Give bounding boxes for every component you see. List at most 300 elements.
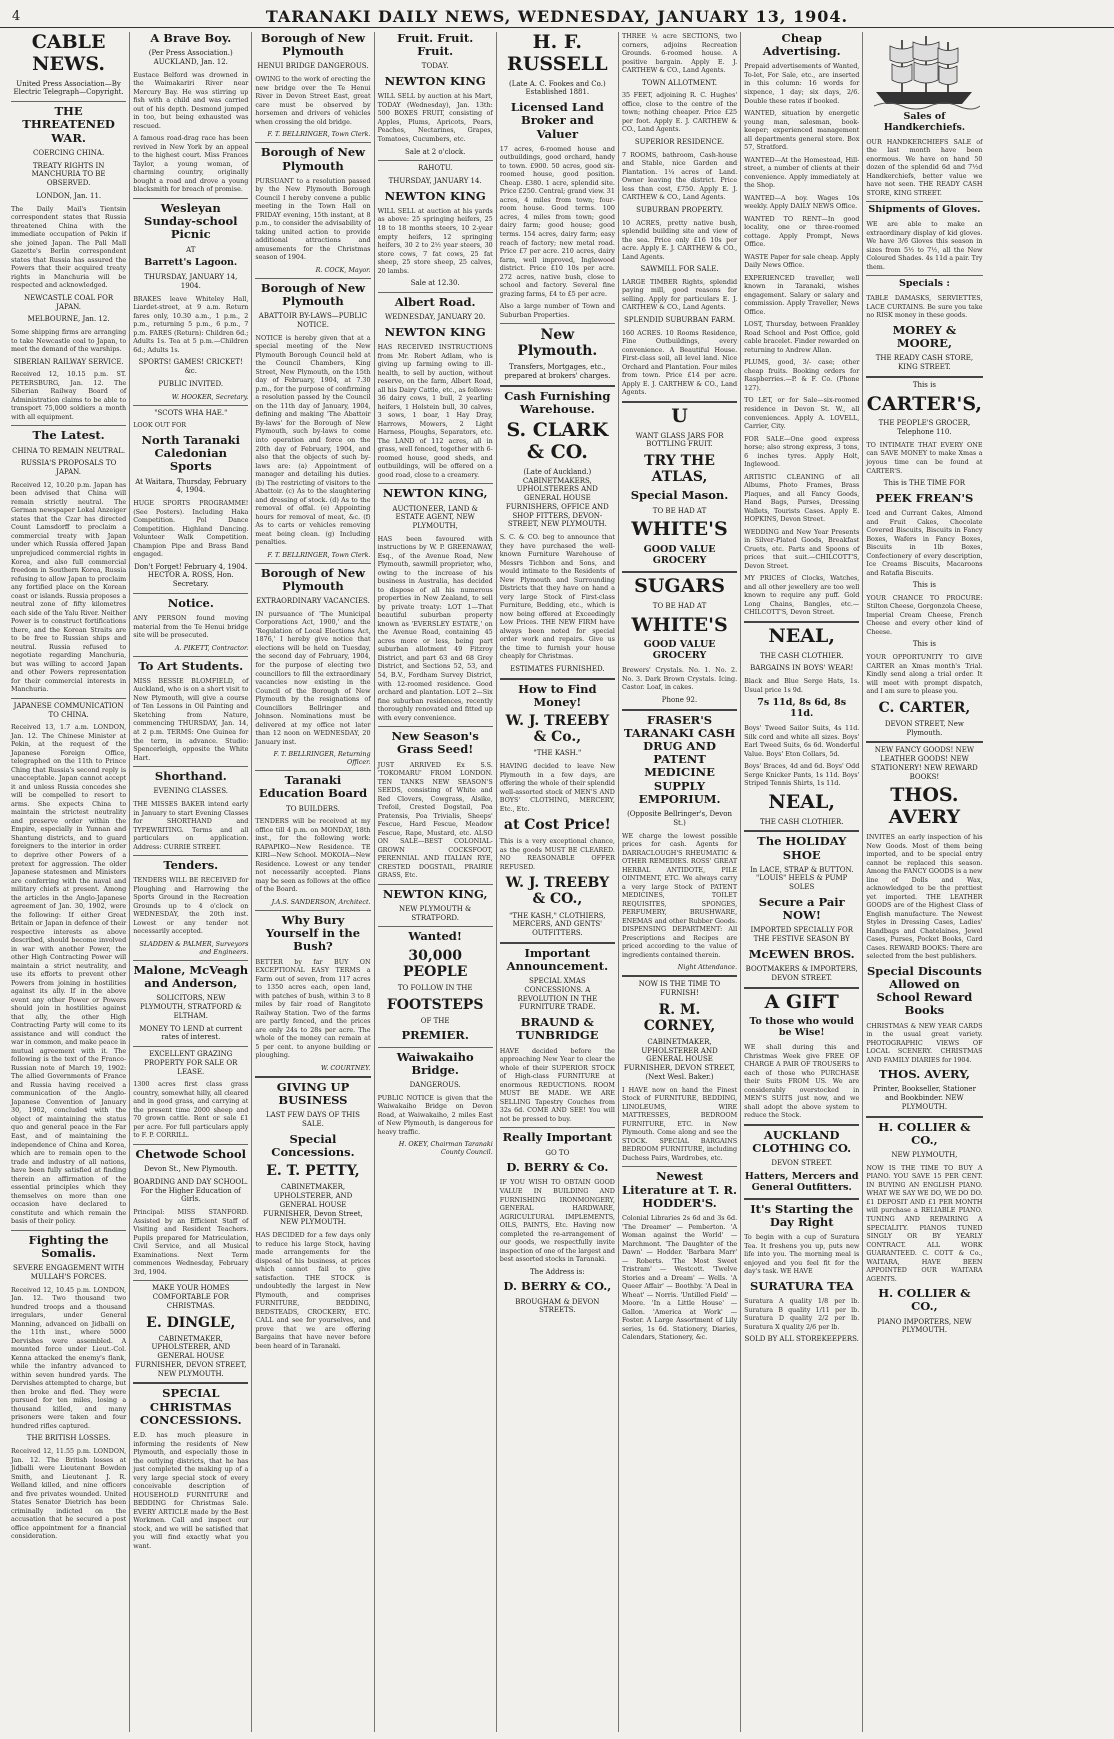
- column-divider: [378, 726, 493, 727]
- petty-heading: E. T. PETTY,: [266, 1163, 360, 1180]
- signature-line: W. COURTNEY.: [320, 1063, 371, 1072]
- ad-subheading: Sale at 2 o'clock.: [404, 147, 466, 156]
- ad-body-text: WILL SELL at auction at his yards as above: 25 springing heifers, 25 18 to 18 months steers, 10 2-year empty heifers, 12 springing heifers, 30 2 to 2½ year steers, 30 store cows, 7 fat cows, 25 fat sheep, 25 store sheep, 25 calves, 20 lambs.: [377, 206, 493, 275]
- ad-heading: GOOD VALUE GROCERY: [643, 544, 716, 567]
- ad-subheading: IMPORTED SPECIALLY FOR THE FESTIVE SEASON BY: [750, 926, 853, 944]
- signature-line: F. T. BELLRINGER, Returning Officer.: [273, 750, 371, 767]
- ad-body-text: Colonial Libraries 2s 6d and 3s 6d. 'The Dreamer' — Pemberton. 'A Woman against the World' — Marchmont. 'The Daughter of the Dawn' — Hodder. 'Barbara Marr' — Roberts. 'The Most Sweet Tristram' — Westcott. 'Twelve Stories and a Dream' — Wells. 'A Queer Affair' — Boothby. 'A Deal in Wheat' — Norris. 'Untilled Field' — Moore. 'In a Little House' — Gallon. 'America at Work' — Foster. A Large Assortment of Lily series, 1s 6d. Stationery, Diaries, Calendars, Stationery, &c.: [621, 1214, 738, 1342]
- ad-subheading: BOARDING AND DAY SCHOOL. For the Higher Education of Girls.: [133, 1177, 249, 1204]
- ad-body-text: JUST ARRIVED Ex S.S. 'TOKOMARU' FROM LONDON. TEN TANKS NEW SEASON'S SEEDS, consisting of White and Red Clovers, Cowgrass, Alsike, Trefoil, Crested Dogstail, Poa Pratensis, Poa Trivialis, Sheeps' Fescue, Hard Fescue, Meadow Fescue, Rape, Mustard, etc. ALSO ON SALE—BEST COLONIAL-GROWN COCKSFOOT, PERENNIAL AND ITALIAN RYE, CRESTED DOGSTAIL, PRAIRIE GRASS, Etc.: [377, 760, 493, 880]
- newspaper-title: TARANAKI DAILY NEWS, WEDNESDAY, JANUARY 13, 1904.: [265, 7, 849, 26]
- ad-subheading: THE READY CASH STORE, KING STREET.: [875, 354, 974, 372]
- ad-subheading: In LACE, STRAP & BUTTON. "LOUIS" HEELS & PUMP SOLES: [749, 865, 854, 892]
- ad-subheading: "SCOTS WHA HAE.": [154, 408, 228, 417]
- ad-subheading: Sale at 12.30.: [410, 279, 460, 288]
- ad-body-text: YOUR CHANCE TO PROCURE: Stilton Cheese, Gorgonzola Cheese, Imperial Cream Cheese, French Cheese and every other kind of Cheese.: [866, 593, 983, 636]
- signature-line: A. PIKETT, Contractor.: [175, 643, 249, 652]
- ad-body-text: Suratura A quality 1/8 per lb. Suratura B quality 1/11 per lb. Suratura D quality 2/2 per lb. Suratura X quality 2/6 per lb.: [744, 1297, 860, 1331]
- ad-body-text: OWING to the work of erecting the new bridge over the Te Henui River in Devon Street East, great care must be observed by horsemen and drivers of vehicles when crossing the old bridge.: [255, 75, 371, 126]
- ad-subheading: THE PEOPLE'S GROCER, Telephone 110.: [878, 419, 971, 437]
- ad-subheading: SPLENDID SUBURBAN FARM.: [623, 315, 736, 324]
- column-divider: [11, 425, 126, 426]
- column-5: [497, 32, 619, 1732]
- ad-subheading: PUBLIC INVITED.: [158, 379, 224, 388]
- ad-body-text: Boys' Braces, 4d and 6d. Boys' Odd Serge Knicker Pants, 1s 11d. Boys' Striped Tennis Shirts, 1s 11d.: [744, 762, 860, 788]
- column-divider: [133, 1046, 248, 1047]
- morey-moore-heading: MOREY & MOORE,: [892, 322, 957, 351]
- ad-subheading: At Waitara, Thursday, February 4, 1904.: [135, 477, 247, 495]
- ad-subheading: MONEY TO LEND at current rates of interest.: [139, 1024, 243, 1042]
- ad-subheading: SOLD BY ALL STOREKEEPERS.: [744, 1335, 859, 1344]
- carters-heading-1: CARTER'S,: [866, 392, 983, 415]
- art-students-heading: To Art Students.: [138, 658, 244, 673]
- ad-body-text: WANTED—At the Homestead, Hill-street, a number of clients at their convenience. Apply immediately at the Shop.: [744, 155, 860, 190]
- signature-line: F. T. BELLRINGER, Town Clerk.: [267, 130, 371, 139]
- ad-body-text: The Daily Mail's Tientsin correspondent states that Russia threatened China with the immediate occupation of Pekin if she joined Japan. The Pall Mall Gazette's Berlin correspondent states that Russia has assured the Powers that their acquired treaty rights in Manchuria will be respected and acknowledged.: [11, 204, 127, 290]
- ad-subheading: CHINA TO REMAIN NEUTRAL.: [12, 446, 126, 455]
- column-divider: [744, 1198, 859, 1200]
- atlas-heading: TRY THE ATLAS,: [644, 453, 715, 486]
- wesleyan-picnic-heading: Wesleyan Sunday-school Picnic: [144, 200, 238, 242]
- ad-body-text: 1300 acres first class grass country, somewhat hilly, all cleared and in good grass, and carrying at the present time 2000 sheep and 70 grown cattle. Rent or sale £1 per acre. For full particulars apply to F. P. CORRILL.: [133, 1080, 249, 1140]
- ad-subheading: (Opposite Bellringer's, Devon St.): [627, 810, 732, 827]
- column-divider: [744, 987, 859, 989]
- ad-body-text: S. C. & CO. beg to announce that they have purchased the well-known Furniture Warehouse of Messrs Tichbon and Sons, and would intimate to the Residents of New Plymouth and Surrounding Districts that they have on hand a very large Stock of First-class Furniture, Bedding, etc., which is now being offered at Exceedingly Low Prices. THE NEW FIRM have always been noted for special order work and repairs. Give us the time to furnish your house cheaply for Christmas.: [499, 533, 615, 661]
- ad-body-text: PLUMS, good, 3/- case; other cheap fruits. Booking orders for Raspberries.—P. & F. Co. (Phone 127).: [744, 358, 860, 392]
- ad-body-text: 35 FEET, adjoining R. C. Hughes' office, close to the centre of the town; nothing cheaper. Price £25 per foot. Apply E. J. CARTHEW & CO., Land Agents.: [621, 91, 738, 134]
- ad-heading: NEWTON KING: [384, 324, 486, 339]
- column-divider: [744, 830, 859, 832]
- column-divider: [255, 910, 370, 911]
- ad-body-text: NOTICE is hereby given that at a special meeting of the New Plymouth Borough Council held at the Council Chambers, King Street, New Plymouth, on the 15th day of February, 1904, at 7.30 p.m., for the purpose of confirming a resolution passed by the Council on the 11th day of January, 1904, defining and making 'The Abattoir By-laws' for the Borough of New Plymouth, such by-laws to come into operation and force on the 20th day of February, 1904, and also that the objects of such by-laws are: (a) Appointment of manager and detailing his duties. (b) The restricting of visitors to the Abattoir. (c) As to the slaughtering and dressing of stock. (d) As to the removal of offal. (e) Appointing hours for removal of meat, &c. (f) As to carts or vehicles removing meat being clean. (g) Including penalties.: [255, 333, 371, 547]
- threatened-war-heading: THE THREATENED WAR.: [22, 104, 115, 145]
- albert-road-heading: Albert Road.: [394, 294, 476, 309]
- ad-body-text: Received 12, 10.20 p.m. Japan has been advised that China will remain strictly neutral. The German newspaper Lokal Anzeiger states that the Czar has directed Count Lamsdorff to proclaim a commercial treaty with Japan under which Russia offered Japan unprejudiced commercial rights in Korea, and also full commercial freedom in Southern Korea, Russia refusing to allow Japan to proclaim any fortified place on the Korean coast or islands. Russia proposes a neutral zone of fifty kilometres each side of the Yalu River. Neither Power is to construct fortifications there, and the Korean Straits are to be free to Russian ships and neutral. Russia refused to negotiate regarding Manchuria, but was willing to accord Japan and other Powers representation for their commercial interests in Manchuria.: [11, 480, 127, 694]
- ad-subheading: TODAY.: [421, 62, 449, 71]
- ad-body-text: Boys' Tweed Sailor Suits, 4s 11d. Silk cord and white all sizes. Boys' Earl Tweed Suits, 6s 6d. Wonderful Value. Boys' Eton Collars, 5d.: [744, 724, 860, 758]
- signature-line: H. OKEY, Chairman Taranaki County Council.: [398, 1140, 493, 1157]
- sales-handkerchiefs-heading: Sales of Handkerchiefs.: [883, 111, 966, 133]
- fighting-somalis-heading: Fighting the Somalis.: [28, 1232, 109, 1260]
- masthead: [0, 6, 1114, 28]
- frasers-heading: FRASER'S TARANAKI CASH DRUG AND PATENT MEDICINE SUPPLY EMPORIUM.: [623, 712, 736, 806]
- giving-up-business-heading: GIVING UP BUSINESS: [276, 1079, 350, 1108]
- ad-body-text: I HAVE now on hand the Finest Stock of FURNITURE, BEDDING, LINOLEUMS, WIRE MATTRESSES, BEDROOM FURNITURE, ETC. in New Plymouth. Come along and see the STOCK. SPECIAL BARGAINS BEDROOM FURNITURE, including Duchess Pairs, Wardrobes, etc.: [621, 1085, 738, 1162]
- russell-heading: H. F. RUSSELL: [507, 32, 608, 75]
- fruit-heading: Fruit. Fruit. Fruit.: [397, 32, 474, 59]
- carter-heading-2: C. CARTER,: [878, 699, 971, 716]
- ad-body-text: Some shipping firms are arranging to take Newcastle coal to Japan, to meet the demand of the warships.: [11, 328, 127, 354]
- column-divider: [378, 483, 493, 484]
- neal-heading-2: NEAL,: [768, 790, 835, 813]
- thos-avery-heading-2: THOS. AVERY,: [878, 1067, 970, 1082]
- ad-subheading: GO TO: [545, 1148, 570, 1157]
- ad-heading: Borough of New Plymouth: [260, 565, 366, 593]
- column-6: [619, 32, 741, 1732]
- ad-subheading: This is THE TIME FOR: [883, 479, 965, 488]
- ad-subheading: DEVON STREET, New Plymouth.: [884, 719, 964, 737]
- ad-subheading: PIANO IMPORTERS, NEW PLYMOUTH.: [877, 1317, 972, 1335]
- tenders-heading: Tenders.: [163, 858, 219, 873]
- ad-subheading: THURSDAY, JANUARY 14.: [388, 177, 482, 185]
- ad-subheading: This is: [912, 640, 936, 649]
- column-divider: [500, 678, 615, 680]
- ad-subheading: RAHOTU.: [417, 164, 453, 173]
- ad-body-text: 160 ACRES. 10 Rooms Residence, Fine Outbuildings, every convenience. A Beautiful House. First-class soil, all level land. Nice Orchard and Plantation. Four miles from town. Price £14 per acre. Apply E. J. CARTHEW & CO., Land Agents.: [621, 328, 738, 397]
- ad-subheading: This is: [912, 380, 936, 389]
- ad-subheading: BARGAINS IN BOYS' WEAR!: [750, 664, 854, 673]
- ad-body-text: ARTISTIC CLEANING of all Albums, Photo Frames, Brass Plaques, and all Fancy Goods, Hand Bags, Purses, Dressing Wallets, Tourists Cases. Apply E. HOPKINS, Devon Street.: [744, 472, 860, 524]
- ad-subheading: TO BUILDERS.: [286, 804, 340, 813]
- borough-bridge-heading: Borough of New Plymouth: [260, 32, 366, 59]
- column-divider: [622, 571, 737, 573]
- new-plymouth-heading: New Plymouth.: [517, 327, 598, 360]
- ad-body-text: To begin with a cup of Suratura Tea. It freshens you up, puts new life into you. The morning meal is enjoyed and you feel fit for the day's task. WE HAVE: [744, 1233, 860, 1276]
- ad-subheading: SPECIAL XMAS CONCESSIONS. A REVOLUTION IN THE FURNITURE TRADE.: [517, 977, 598, 1012]
- cheap-advertising-heading: Cheap Advertising.: [762, 32, 841, 59]
- ad-heading: Hatters, Mercers and General Outfitters.: [744, 1171, 859, 1194]
- ad-subheading: THE BRITISH LOSSES.: [26, 1434, 111, 1443]
- neal-heading-1: NEAL,: [768, 624, 835, 647]
- ad-body-text: WEDDING and New Year Presents in Silver-Plated Goods, Breakfast Cruets, etc. Parts and Spoons of prices that suit.—CHILCOTT'S, Devon Street.: [744, 527, 860, 570]
- ad-subheading: THURSDAY, JANUARY 14, 1904.: [144, 273, 238, 291]
- column-divider: [133, 405, 248, 406]
- cable-news-heading: CABLE NEWS.: [31, 32, 106, 75]
- ad-body-text: Received 12, 11.55 p.m. LONDON, Jan. 12. The British losses at Jidballi were Lieutenant Bowden Smith, and Lieutenant J. R. Welland killed, and nine officers and five privates wounded. United States Senator Dietrich has been criminally indicted on the accusation that he secured a post office appointment for a financial consideration.: [11, 1447, 127, 1541]
- auckland-clothing-heading: AUCKLAND CLOTHING CO.: [752, 1127, 852, 1156]
- d-berry-heading-2: D. BERRY & CO.,: [503, 1279, 612, 1294]
- ad-body-text: INVITES an early inspection of his New Goods. Most of them being imported, and to be special entry cannot be replaced this season. Among the FANCY GOODS is a new line of Dolls and Wax, acknowledged to be the prettiest yet imported. THE LEATHER GOODS are of the Highest Class of English manufacture. The Newest Styles in Dressing Cases, Ladies' Handbags and Chatelaines, Jewel Cases, Purses, Pocket Books, Card Cases. REWARD BOOKS: There are selected from the best publishers.: [866, 833, 983, 961]
- ad-body-text: WE are able to make an extraordinary display of kid gloves. We have 3/6 Gloves this season in sizes from 5½ to 7½, all the New Coloured Shades. 4s 11d a pair. Try them.: [866, 220, 983, 271]
- column-7: [741, 32, 863, 1732]
- ad-body-text: HAVING decided to leave New Plymouth in a few days, are offering the whole of their splendid well-assorted stock of MEN'S AND BOYS' CLOTHING, MERCERY, Etc., Etc.: [499, 762, 615, 813]
- ad-body-text: WE charge the lowest possible prices for cash. Agents for DARRACLOUGH'S RHEUMATIC & OTHER REMEDIES. ROSS' GREAT HERBAL ANTIDOTE, PILE OINTMENT, ETC. We always carry a very large Stock of PATENT MEDICINES, TOILET REQUISITES, SPONGES, PERFUMERY, BRUSHWARE, ENEMAS and other Rubber Goods. DISPENSING DEPARTMENT: All Prescriptions and Recipes are priced according to the value of ingredients contained therein.: [621, 831, 738, 959]
- ad-subheading: NEW FANCY GOODS! NEW LEATHER GOODS! NEW STATIONERY! NEW REWARD BOOKS!: [871, 746, 978, 781]
- ad-body-text: PURSUANT to a resolution passed by the New Plymouth Borough Council I hereby convene a public meeting in the Town Hall on FRIDAY evening, 15th instant, at 8 p.m., to consider the advisability of taking united action to provide additional attractions and amusements for the Christmas season of 1904.: [255, 176, 371, 262]
- ad-subheading: NEW PLYMOUTH,: [891, 1151, 958, 1160]
- column-divider: [255, 770, 370, 771]
- ad-body-text: LOOK OUT FOR: [133, 421, 187, 430]
- ad-body-text: HAS DECIDED for a few days only to reduce his large Stock, having made arrangements for the disposal of his business, at prices which cannot fail to give satisfaction. THE STOCK is undoubtedly the largest in New Plymouth, and comprises FURNITURE, BEDDING, BEDSTEADS, CROCKERY, ETC. CALL and see for yourselves, and prove that we are offering Bargains that have never before been heard of in Taranaki.: [255, 1231, 371, 1350]
- ad-body-text: LARGE TIMBER Rights, splendid paying mill, good reasons for selling. Apply for particulars E. J. CARTHEW & CO., Land Agents.: [621, 277, 738, 312]
- ad-subheading: RUSSIA'S PROPOSALS TO JAPAN.: [20, 459, 117, 477]
- ad-body-text: THREE ¼ acre SECTIONS, two corners, adjoins Recreation Grounds. 6-roomed house. A positive bargain. Apply E. J. CARTHEW & CO., Land Agents.: [621, 32, 738, 75]
- ad-body-text: HAS been favoured with instructions by W. P. GREENAWAY, Esq., of the Avenue Road, New Plymouth, sawmill proprietor, who, owing to the increase of his business in Australia, has decided to dispose of all his numerous properties in New Zealand, to sell by private treaty: LOT 1—That beautiful suburban property known as 'EVERSLEY ESTATE,' on the Avenue Road, containing 45 acres more or less, being part suburban allotment 49 Fitzroy District, and part 63 and 68 Grey District, and Sections 52, 53, and 54, B.V., Fordham Survey District, with 12-roomed residence. Good orchard and plantation. LOT 2—Six fine suburban residences, recently thoroughly renovated and fitted up with every convenience.: [377, 534, 493, 722]
- ad-subheading: NEWCASTLE COAL FOR JAPAN.: [24, 293, 114, 311]
- education-board-heading: Taranaki Education Board: [258, 773, 368, 801]
- column-divider: [622, 401, 737, 403]
- column-divider: [11, 1230, 126, 1231]
- newspaper-columns: [8, 32, 1108, 1732]
- ad-body-text: Black and Blue Serge Hats, 1s. Usual price 1s 9d.: [744, 677, 860, 694]
- special-discounts-heading: Special Discounts Allowed on School Reward Books: [866, 963, 982, 1018]
- column-divider: [133, 766, 248, 767]
- special-concessions-heading: Special Concessions.: [271, 1131, 355, 1159]
- treeby-heading-2: W. J. TREEBY & CO.,: [505, 875, 610, 908]
- column-divider: [500, 1127, 615, 1128]
- ad-body-text: WANTED, situation by energetic young man, salesman, book-keeper; experienced management all departments general store. Box 57, Stratford.: [744, 109, 860, 152]
- ad-subheading: SEVERE ENGAGEMENT WITH MULLAH'S FORCES.: [12, 1264, 125, 1281]
- ad-subheading: NEW PLYMOUTH & STRATFORD.: [399, 904, 472, 922]
- suratura-heading: SURATURA TEA: [749, 1279, 854, 1293]
- collier-heading-2: H. COLLIER & CO.,: [878, 1286, 971, 1314]
- column-divider: [133, 198, 248, 199]
- footsteps-heading: FOOTSTEPS: [386, 996, 484, 1013]
- brave-boy-heading: A Brave Boy.: [150, 32, 232, 45]
- ad-heading: Borough of New Plymouth: [260, 145, 366, 173]
- u-heading: U: [671, 404, 688, 427]
- ad-body-text: Prepaid advertisements of Wanted, To-let, For Sale, etc., are inserted in this column: 16 words for sixpence, 1 day; six days, 2/6. Double these rates if booked.: [744, 62, 860, 105]
- peek-freans-heading: PEEK FREAN'S: [875, 490, 974, 505]
- ad-body-text: LOST, Thursday, between Frankley Road School and Post Office, gold cable bracelet. Finder rewarded on returning to Andrew Allan.: [744, 320, 860, 354]
- specials-heading: Specials :: [898, 278, 950, 290]
- ad-body-text: FOR SALE—One good express horse; also strong express, 3 tons, 6 inches tyres. Apply Holt, Inglewood.: [744, 434, 860, 469]
- a-gift-heading: A GIFT: [764, 990, 839, 1013]
- secure-pair-heading: Secure a Pair NOW!: [758, 894, 845, 923]
- column-3: [252, 32, 374, 1732]
- newest-literature-heading: Newest Literature at T. R. HODDER'S.: [622, 1169, 738, 1210]
- ad-body-text: HUGE SPORTS PROGRAMME! (See Posters). Including Haka Competition. Pol Dance Competition. Highland Dancing. Volunteer Walk Competition. Champion Pipe and Brass Band engaged.: [133, 499, 249, 559]
- ad-body-text: This is a very exceptional chance, as the goods MUST BE CLEARED. NO REASONABLE OFFER REFUSED.: [499, 837, 615, 871]
- newton-king-stratford-heading: NEWTON KING,: [382, 886, 488, 901]
- ad-subheading: BROUGHAM & DEVON STREETS.: [515, 1297, 600, 1315]
- newton-king-heading-1: NEWTON KING: [384, 74, 486, 89]
- shipments-gloves-heading: Shipments of Gloves.: [868, 204, 981, 216]
- signature-line: W. HOOKER, Secretary.: [171, 392, 249, 401]
- grass-seed-heading: New Season's Grass Seed!: [391, 729, 479, 757]
- sailing-ship-illustration: [868, 34, 980, 110]
- s-clark-heading: S. CLARK & CO.: [506, 419, 609, 464]
- ad-heading: Barrett's Lagoon.: [144, 257, 238, 269]
- column-divider: [622, 1166, 737, 1167]
- ad-body-text: HAS RECEIVED INSTRUCTIONS from Mr. Robert Adlam, who is giving up farming owing to ill-health, to sell by auction, without reserve, on the farm, Albert Road, all his Dairy Cattle, etc., as follows: 36 dairy cows, 1 bull, 2 yearling heifers, 1 Holstein bull, 30 calves, 3 sows, 1 boar, 1 Hay Dray, Harrows, Mowers, 2 Light Harness, Ploughs, Separators, etc. The LAND of 112 acres, all in grass, well fenced, together with 6-roomed house, good sheds, and outbuildings, will be offered on a good road, close to a creamery.: [377, 343, 493, 479]
- column-divider: [11, 101, 126, 102]
- ad-body-text: Eustace Belford was drowned in the Waimakariri River near Mercury Bay. He was stirring up fish with a child and was carried out of his depth. Desmond jumped in too, but being exhausted was rescued.: [133, 70, 249, 130]
- column-divider: [866, 201, 982, 202]
- ad-body-text: WE shall during this and Christmas Week give FREE OF CHARGE A PAIR OF TROUSERS to each of those who PURCHASE their Suits FROM US. We are considerably overstocked in MEN'S SUITS just now, and we shall adopt the above system to reduce the Stock.: [744, 1043, 860, 1120]
- chetwode-school-heading: Chetwode School: [135, 1146, 246, 1161]
- ad-body-text: Brewers' Crystals. No. 1. No. 2. No. 3. Dark Brown Crystals. Icing. Castor. Loaf, in cakes.: [621, 666, 738, 692]
- ad-heading: Borough of New Plymouth: [260, 280, 366, 309]
- ad-subheading: BOOTMAKERS & IMPORTERS, DEVON STREET.: [745, 965, 858, 982]
- signature-line: Night Attendance.: [677, 963, 738, 972]
- column-1: [8, 32, 130, 1732]
- really-important-heading: Really Important: [502, 1130, 613, 1145]
- ad-subheading: SUBURBAN PROPERTY.: [636, 205, 723, 214]
- ad-subheading: EVENING CLASSES.: [153, 787, 229, 796]
- ad-body-text: Principal: MISS STANFORD. Assisted by an Efficient Staff of Visiting and Resident Teachers. Pupils prepared for Matriculation, Civil Service, and all Musical Examinations. Next Term commences Wednesday, February 3rd, 1904.: [133, 1208, 249, 1276]
- column-divider: [255, 278, 370, 279]
- ad-subheading: Devon St., New Plymouth.: [144, 1165, 238, 1174]
- ad-heading: To those who would be Wise!: [749, 1016, 854, 1039]
- column-divider: [622, 975, 737, 977]
- ad-subheading: SAWMILL FOR SALE.: [640, 265, 719, 274]
- shorthand-heading: Shorthand.: [154, 769, 227, 784]
- ad-subheading: "THE KASH.": [533, 749, 582, 758]
- sugars-heading: SUGARS: [634, 574, 725, 597]
- column-divider: [866, 741, 982, 743]
- ad-body-text: PUBLIC NOTICE is given that the Waiwakaiho Bridge on Devon Road, at Waiwakaiho, 2 miles East of New Plymouth, is dangerous for heavy traffic.: [377, 1093, 493, 1136]
- ad-subheading: WEDNESDAY, JANUARY 20.: [385, 313, 486, 322]
- ad-subheading: DANGEROUS.: [409, 1081, 461, 1090]
- ad-subheading: Phone 92.: [661, 695, 698, 704]
- column-divider: [744, 621, 859, 623]
- ad-subheading: ABATTOIR BY-LAWS—PUBLIC NOTICE.: [258, 312, 368, 330]
- ad-subheading: CABINETMAKER, UPHOLSTERER, AND GENERAL HOUSE FURNISHER, Devon Street, NEW PLYMOUTH.: [263, 1183, 363, 1227]
- ad-heading: NEWTON KING: [384, 188, 486, 203]
- mcewen-heading: McEWEN BROS.: [748, 946, 855, 961]
- column-divider: [622, 709, 737, 711]
- ad-subheading: AT: [186, 245, 196, 254]
- page-number-left: 4: [12, 9, 21, 24]
- column-divider: [378, 160, 493, 161]
- signature-line: F. T. BELLRINGER, Town Clerk.: [267, 550, 371, 559]
- important-announcement-heading: Important Announcement.: [506, 945, 609, 973]
- ad-heading: Special Mason.: [630, 488, 729, 503]
- starting-day-heading: It's Starting the Day Right: [750, 1201, 854, 1230]
- ad-subheading: TO FOLLOW IN THE: [397, 983, 473, 992]
- column-divider: [11, 698, 126, 699]
- malone-heading: Malone, McVeagh and Anderson,: [133, 962, 249, 991]
- ad-subheading: The Address is:: [530, 1267, 585, 1276]
- caledonian-sports-heading: North Taranaki Caledonian Sports: [141, 432, 241, 474]
- column-divider: [255, 1076, 370, 1078]
- ad-subheading: OF THE: [420, 1016, 450, 1025]
- column-divider: [866, 376, 982, 378]
- corney-heading: R. M. CORNEY,: [643, 1001, 716, 1034]
- ad-subheading: (Late of Auckland.) CABINETMAKERS, UPHOLSTERERS AND GENERAL HOUSE FURNISHERS, OFFICE AND SHOP FITTERS, DEVON-STREET, NEW PLYMOUTH.: [505, 467, 609, 529]
- ad-heading: PREMIER.: [401, 1028, 469, 1043]
- ad-body-text: Iced and Currant Cakes, Almond and Fruit Cakes, Chocolate Covered Biscuits, Biscuits in Fancy Boxes, Wafers in Fancy Boxes, Biscuits in 1lb Boxes, Confectionery of every description, Ice Creams Biscuits, Macaroons and Ratafia Biscuits.: [866, 509, 983, 577]
- column-divider: [866, 275, 982, 276]
- column-divider: [133, 960, 248, 961]
- ad-subheading: ESTIMATES FURNISHED.: [510, 664, 605, 673]
- ad-subheading: WANT GLASS JARS FOR BOTTLING FRUIT.: [635, 431, 724, 449]
- ad-subheading: TO BE HAD AT: [652, 601, 707, 610]
- ad-subheading: EXTRAORDINARY VACANCIES.: [256, 597, 370, 606]
- special-christmas-heading: SPECIAL CHRISTMAS CONCESSIONS.: [139, 1386, 242, 1427]
- signature-line: J.A.S. SANDERSON, Architect.: [271, 897, 371, 906]
- ad-subheading: DEVON STREET.: [771, 1159, 832, 1168]
- e-dingle-heading: E. DINGLE,: [146, 1314, 236, 1331]
- ad-subheading: SOLICITORS, NEW PLYMOUTH, STRATFORD & ELTHAM.: [139, 994, 242, 1020]
- ad-body-text: HAVE decided before the approaching New Year to clear the whole of their SUPERIOR STOCK of High-class FURNITURE at enormous REDUCTIONS. ROOM MUST BE MADE. WE ARE SELLING Tapestry Couches from 32s 6d. COME AND SEE! You will not be pressed to buy.: [499, 1046, 615, 1123]
- ad-subheading: Printer, Bookseller, Stationer and Bookbinder. NEW PLYMOUTH.: [872, 1085, 976, 1111]
- column-divider: [378, 292, 493, 293]
- ad-subheading: THE CASH CLOTHIER.: [759, 817, 844, 826]
- ad-body-text: BRAKES leave Whiteley Hall, Liardet-street, at 9 a.m. Return fares only, 10.30 a.m., 1 p.m., 2 p.m., returning 5 p.m., 6 p.m., 7 p.m. FARES (Return): Children 6d.; Adults 1s. Tea at 5 p.m.—Children 6d.; Adults 1s.: [133, 294, 249, 354]
- ad-subheading: CABINETMAKER, UPHOLSTERER, AND GENERAL HOUSE FURNISHER, DEVON STREET, NEW PLYMOUTH.: [135, 1334, 247, 1378]
- column-divider: [133, 855, 248, 856]
- signature-line: R. COCK, Mayor.: [315, 265, 371, 274]
- collier-heading-1: H. COLLIER & CO.,: [878, 1119, 971, 1147]
- ad-subheading: HENUI BRIDGE DANGEROUS.: [257, 62, 369, 71]
- ad-subheading: SUPERIOR RESIDENCE.: [634, 137, 725, 146]
- ad-body-text: NOW IS THE TIME TO BUY A PIANO. YOU SAVE 15 PER CENT. IN BUYING AN ENGLISH PIANO. WHAT WE SAY WE DO, WE DO DO. £1 DEPOSIT AND £1 PER MONTH will purchase a RELIABLE PIANO. TUNING AND REPAIRING A SPECIALITY. PIANOS TUNED SINGLY OR BY YEARLY CONTRACT. ALL WORK GUARANTEED. C. COTT & Co., WAITARA, HAVE BEEN APPOINTED OUR WAITARA AGENTS.: [866, 1163, 983, 1283]
- ad-body-text: 7 ROOMS, bathroom, Cash-house and Stable, nice Garden and Plantation. 1¼ acres of Land. Owner leaving the district. Price less than cost, £750. Apply E. J. CARTHEW & CO., Land Agents.: [621, 150, 738, 202]
- ad-heading: Licensed Land Broker and Valuer: [510, 100, 604, 141]
- ad-body-text: BETTER by far BUY ON EXCEPTIONAL EASY TERMS a Farm out of seven, from 117 acres to 1350 acres each, open land, with patches of bush, within 3 to 8 miles by fair road of Rangitoto Railway Station. Two of the farms are partly fenced, and the prices are only 24s to 28s per acre. The whole of the money can remain at 5 per cent. to anyone building or ploughing.: [255, 957, 371, 1060]
- ad-body-text: TO INTIMATE THAT EVERY ONE can SAVE MONEY to make Xmas a joyous time can be found at CARTER'S.: [866, 440, 983, 475]
- treeby-heading-1: W. J. TREEBY & Co.,: [505, 713, 610, 746]
- column-divider: [378, 1047, 493, 1048]
- ad-subheading: AUCTIONEER, LAND & ESTATE AGENT, NEW PLYMOUTH,: [392, 504, 478, 530]
- newton-king-auctioneer-heading: NEWTON KING,: [382, 486, 488, 501]
- column-divider: [500, 385, 615, 387]
- column-divider: [378, 926, 493, 927]
- ad-body-text: MISS BESSIE BLOMFIELD, of Auckland, who is on a short visit to New Plymouth, will give a course of Ten Lessons in Oil Painting and Sketching from Nature, commencing THURSDAY, Jan. 14, at 2 p.m. TERMS: One Guinea for the term, in advance. Studio: Spencerleigh, opposite the White Hart.: [133, 676, 249, 762]
- waiwakaiho-bridge-heading: Waiwakaiho Bridge.: [396, 1049, 474, 1077]
- ad-body-text: WILL SELL by auction at his Mart, TODAY (Wednesday), Jan. 13th: 500 BOXES FRUIT, consisting of Apples, Plums, Apricots, Pears, Peaches, Nectarines, Grapes, Tomatoes, Cucumbers, etc.: [377, 92, 493, 143]
- column-divider: [744, 1124, 859, 1126]
- ad-subheading: Don't Forget! February 4, 1904. HECTOR A. ROSS, Hon. Secretary.: [134, 562, 248, 589]
- ad-body-text: ANY PERSON found moving material from the Te Henui bridge site will be prosecuted.: [133, 614, 249, 640]
- ad-body-text: WANTED TO RENT—In good locality, one or three-roomed cottage. Apply Prompt, News Office.: [744, 214, 860, 249]
- d-berry-heading-1: D. BERRY & Co.: [506, 1160, 609, 1175]
- column-divider: [378, 884, 493, 885]
- ad-subheading: THE CASH CLOTHIER.: [759, 651, 844, 660]
- signature-line: SLADDEN & PALMER, Surveyors and Engineers.: [139, 939, 249, 956]
- ad-subheading: MAKE YOUR HOMES COMFORTABLE FOR CHRISTMAS.: [152, 1284, 230, 1310]
- ad-body-text: CHRISTMAS & NEW YEAR CARDS in the usual great variety. PHOTOGRAPHIC VIEWS OF LOCAL SCENERY. CHRISTMAS AND FAMILY DIARIES for 1904.: [866, 1021, 983, 1064]
- ad-body-text: Also a large number of Town and Suburban Properties.: [499, 302, 615, 319]
- column-2: [130, 32, 252, 1732]
- cable-news-byline: United Press Association—By Electric Telegraph—Copyright.: [13, 79, 124, 97]
- braund-heading: BRAUND & TUNBRIDGE: [516, 1015, 599, 1043]
- ad-body-text: OUR HANDKERCHIEFS SALE of the last month have been enormous. We have on hand 50 dozen of the splendid 6d and 7½d Handkerchiefs, better value we have not seen. THE READY CASH STORE, KING STREET.: [866, 137, 983, 197]
- ad-subheading: (Late A. C. Fookes and Co.) Established 1881.: [508, 79, 606, 97]
- ad-body-text: Received 12, 10.15 p.m. ST. PETERSBURG, Jan. 12. The Siberian Railway Board of Administration claims to be able to transport 75,000 soldiers a month with all equipment.: [11, 370, 127, 421]
- serge-suits-price: 7s 11d, 8s 6d, 8s 11d.: [757, 697, 847, 720]
- ad-subheading: LAST FEW DAYS OF THIS SALE.: [265, 1111, 360, 1128]
- ad-body-text: WASTE Paper for sale cheap. Apply Daily News Office.: [744, 252, 860, 270]
- column-divider: [133, 1280, 248, 1281]
- ad-subheading: LONDON, Jan. 11.: [36, 191, 102, 200]
- ad-subheading: Transfers, Mortgages, etc., prepared at brokers' charges.: [504, 363, 611, 381]
- ad-subheading: EXCELLENT GRAZING PROPERTY FOR SALE OR LEASE.: [144, 1050, 238, 1076]
- column-divider: [133, 1144, 248, 1145]
- column-divider: [866, 1116, 982, 1118]
- ad-body-text: A famous road-drag race has been revived in New York by an appeal to the highest court. Miss Frances Taylor, a young woman, of charming country, originally bought a road and drove a young blacksmith for breach of promise.: [133, 134, 249, 194]
- find-money-heading: How to Find Money!: [518, 681, 597, 709]
- ad-body-text: Received 12, 10.45 p.m. LONDON, Jan. 12. Two thousand two hundred troops and a thousand irregulars, under General Manning, advanced on Jidballi on the 11th inst., where 5000 Dervishes were assembled. A mounted force under Lieut.-Col. Kenna attacked the enemy's flank, while the infantry advanced to within seven hundred yards. The Dervishes attempted to charge, but then broke and fled. They were pursued for ten miles, losing a thousand killed, and many prisoners were taken and four hundred rifles captured.: [11, 1285, 127, 1430]
- ad-subheading: "THE KASH," CLOTHIERS, MERCERS, AND GENTS' OUTFITTERS.: [509, 911, 606, 938]
- column-divider: [500, 942, 615, 944]
- ad-subheading: SIBERIAN RAILWAY SERVICE.: [13, 357, 124, 366]
- ad-body-text: 10 ACRES, pretty native bush, splendid building site and view of the sea. Price only £16 10s per acre. Apply E. J. CARTHEW & CO., Land Agents.: [621, 218, 738, 261]
- whites-heading-1: WHITE'S: [631, 518, 728, 541]
- column-8: [863, 32, 985, 1732]
- ad-body-text: IF YOU WISH TO OBTAIN GOOD VALUE IN BUILDING AND FURNISHING IRONMONGERY, GENERAL HARDWARE, AGRICULTURAL IMPLEMENTS, OILS, PAINTS, Etc. Having now completed the re-arrangement of our goods, we respectfully invite inspection of one of the largest and best assorted stocks in Taranaki.: [499, 1178, 615, 1264]
- ad-body-text: THE MISSES BAKER intend early in January to start Evening Classes for SHORTHAND and TYPEWRITING. Terms and all particulars on application. Address: CURRIE STREET.: [133, 800, 249, 851]
- ad-body-text: YOUR OPPORTUNITY TO GIVE CARTER an Xmas month's Trial. Kindly send along a trial order. It will meet with prompt dispatch, and I am sure to please you.: [866, 653, 983, 696]
- ad-body-text: MY PRICES of Clocks, Watches, and all other jewellery are too well known to require any puff. Gold Long Chains, Bangles, etc.—CHILCOTT'S, Devon Street.: [744, 574, 860, 617]
- wanted-heading: Wanted!: [408, 929, 462, 944]
- ad-subheading: JAPANESE COMMUNICATION TO CHINA.: [13, 701, 124, 719]
- column-divider: [255, 142, 370, 143]
- column-divider: [255, 563, 370, 564]
- ad-body-text: IN pursuance of 'The Municipal Corporations Act, 1900,' and the 'Regulation of Local Elections Act, 1876,' I hereby give notice that elections will be held on Tuesday, the second day of February, 1904, for the purpose of electing two councillors to fill the extraordinary vacancies now existing in the Council of the Borough of New Plymouth by the resignations of Councillors Bellringer and Johnson. Nominations must be delivered at my office not later than 12 noon on WEDNESDAY, 20 January inst.: [255, 609, 371, 746]
- column-divider: [500, 323, 615, 324]
- ad-subheading: NOW IS THE TIME TO FURNISH!: [638, 980, 721, 998]
- ad-body-text: E.D. has much pleasure in informing the residents of New Plymouth, and especially those in the outlying districts, that he has just completed the making up of a very large special stock of every conceivable description of HOUSEHOLD FURNITURE and BEDDING for Christmas Sale. EVERY ARTICLE made by the Best Workmen. Call and inspect our stock, and we will be satisfied that you will find exactly what you want.: [133, 1431, 249, 1550]
- notice-heading: Notice.: [167, 595, 214, 610]
- why-bury-heading: Why Bury Yourself in the Bush?: [265, 912, 361, 954]
- ad-subheading: CABINETMAKER, UPHOLSTERER AND GENERAL HOUSE FURNISHER, DEVON STREET, (Next Wesl. Baker.): [623, 1037, 736, 1081]
- ad-subheading: TREATY RIGHTS IN MANCHURIA TO BE OBSERVED.: [31, 161, 106, 188]
- the-latest-heading: The Latest.: [32, 428, 105, 443]
- cash-furnishing-heading: Cash Furnishing Warehouse.: [504, 388, 611, 417]
